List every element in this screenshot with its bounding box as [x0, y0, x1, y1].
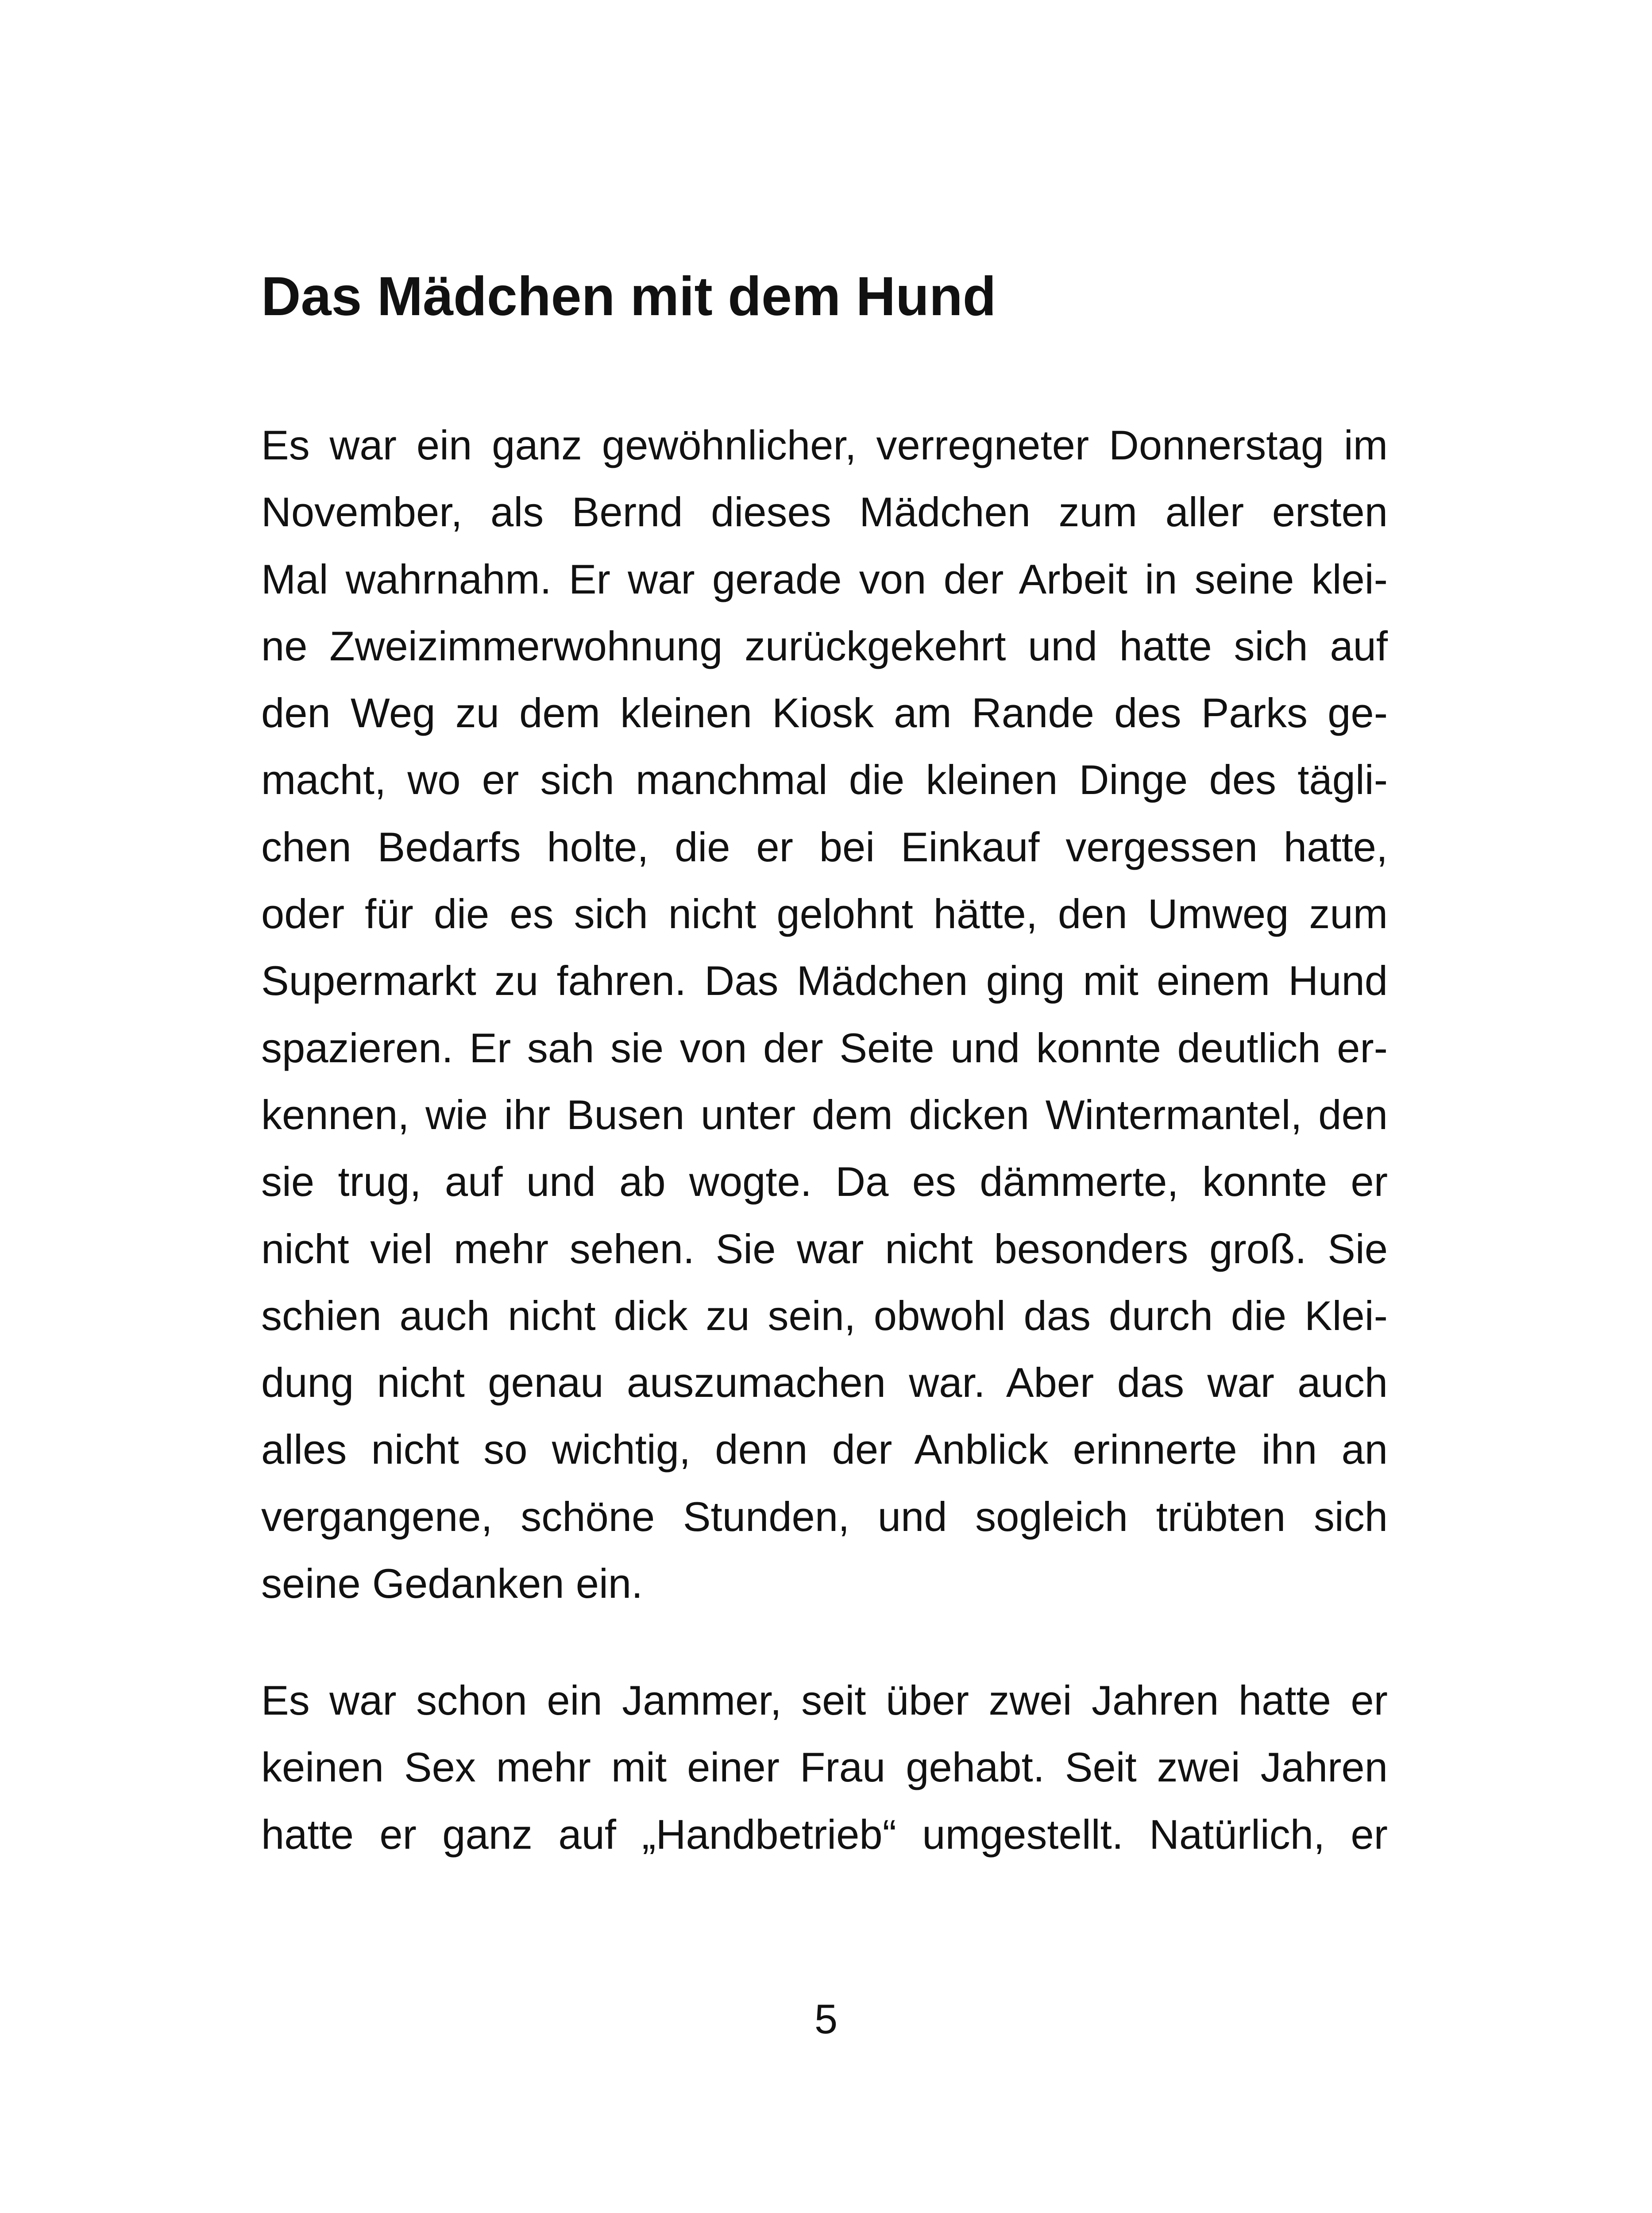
text-line: keinen Sex mehr mit einer Frau gehabt. Seit zwei Jahren — [261, 1744, 1388, 1791]
text-line: Es war schon ein Jammer, seit über zwei Jahren hatte er — [261, 1677, 1388, 1723]
text-line: macht, wo er sich manchmal die kleinen Dinge des tägli- — [261, 756, 1388, 803]
text-line: seine Gedanken ein. — [261, 1560, 643, 1607]
text-line: Supermarkt zu fahren. Das Mädchen ging mit einem Hund — [261, 957, 1388, 1004]
text-line: alles nicht so wichtig, denn der Anblick erinnerte ihn an — [261, 1426, 1388, 1473]
text-line: November, als Bernd dieses Mädchen zum aller ersten — [261, 489, 1388, 536]
paragraph-2 — [261, 1667, 1388, 1868]
text-line: schien auch nicht dick zu sein, obwohl das durch die Klei- — [261, 1292, 1388, 1339]
text-line: den Weg zu dem kleinen Kiosk am Rande des Parks ge- — [261, 690, 1388, 736]
text-line: spazieren. Er sah sie von der Seite und konnte deutlich er- — [261, 1024, 1388, 1071]
text-line: chen Bedarfs holte, die er bei Einkauf vergessen hatte, — [261, 823, 1388, 870]
page-number: 5 — [814, 1996, 838, 2042]
text-line: hatte er ganz auf „Handbetrieb“ umgestellt. Natürlich, er — [261, 1811, 1388, 1858]
text-line: sie trug, auf und ab wogte. Da es dämmerte, konnte er — [261, 1158, 1388, 1205]
text-line: Mal wahrnahm. Er war gerade von der Arbeit in seine klei- — [261, 555, 1388, 602]
text-line: vergangene, schöne Stunden, und sogleich trübten sich — [261, 1493, 1388, 1540]
text-line: ne Zweizimmerwohnung zurückgekehrt und hatte sich auf — [261, 622, 1388, 669]
text-line: dung nicht genau auszumachen war. Aber das war auch — [261, 1359, 1388, 1406]
chapter-title: Das Mädchen mit dem Hund — [261, 266, 996, 327]
text-column — [261, 248, 1388, 1858]
text-line: kennen, wie ihr Busen unter dem dicken Wintermantel, den — [261, 1091, 1388, 1138]
text-line: Es war ein ganz gewöhnlicher, verregneter Donnerstag im — [261, 422, 1388, 468]
text-line: oder für die es sich nicht gelohnt hätte, den Umweg zum — [261, 891, 1388, 937]
text-line: nicht viel mehr sehen. Sie war nicht besonders groß. Sie — [261, 1225, 1388, 1272]
paragraph-1 — [261, 412, 1388, 1617]
